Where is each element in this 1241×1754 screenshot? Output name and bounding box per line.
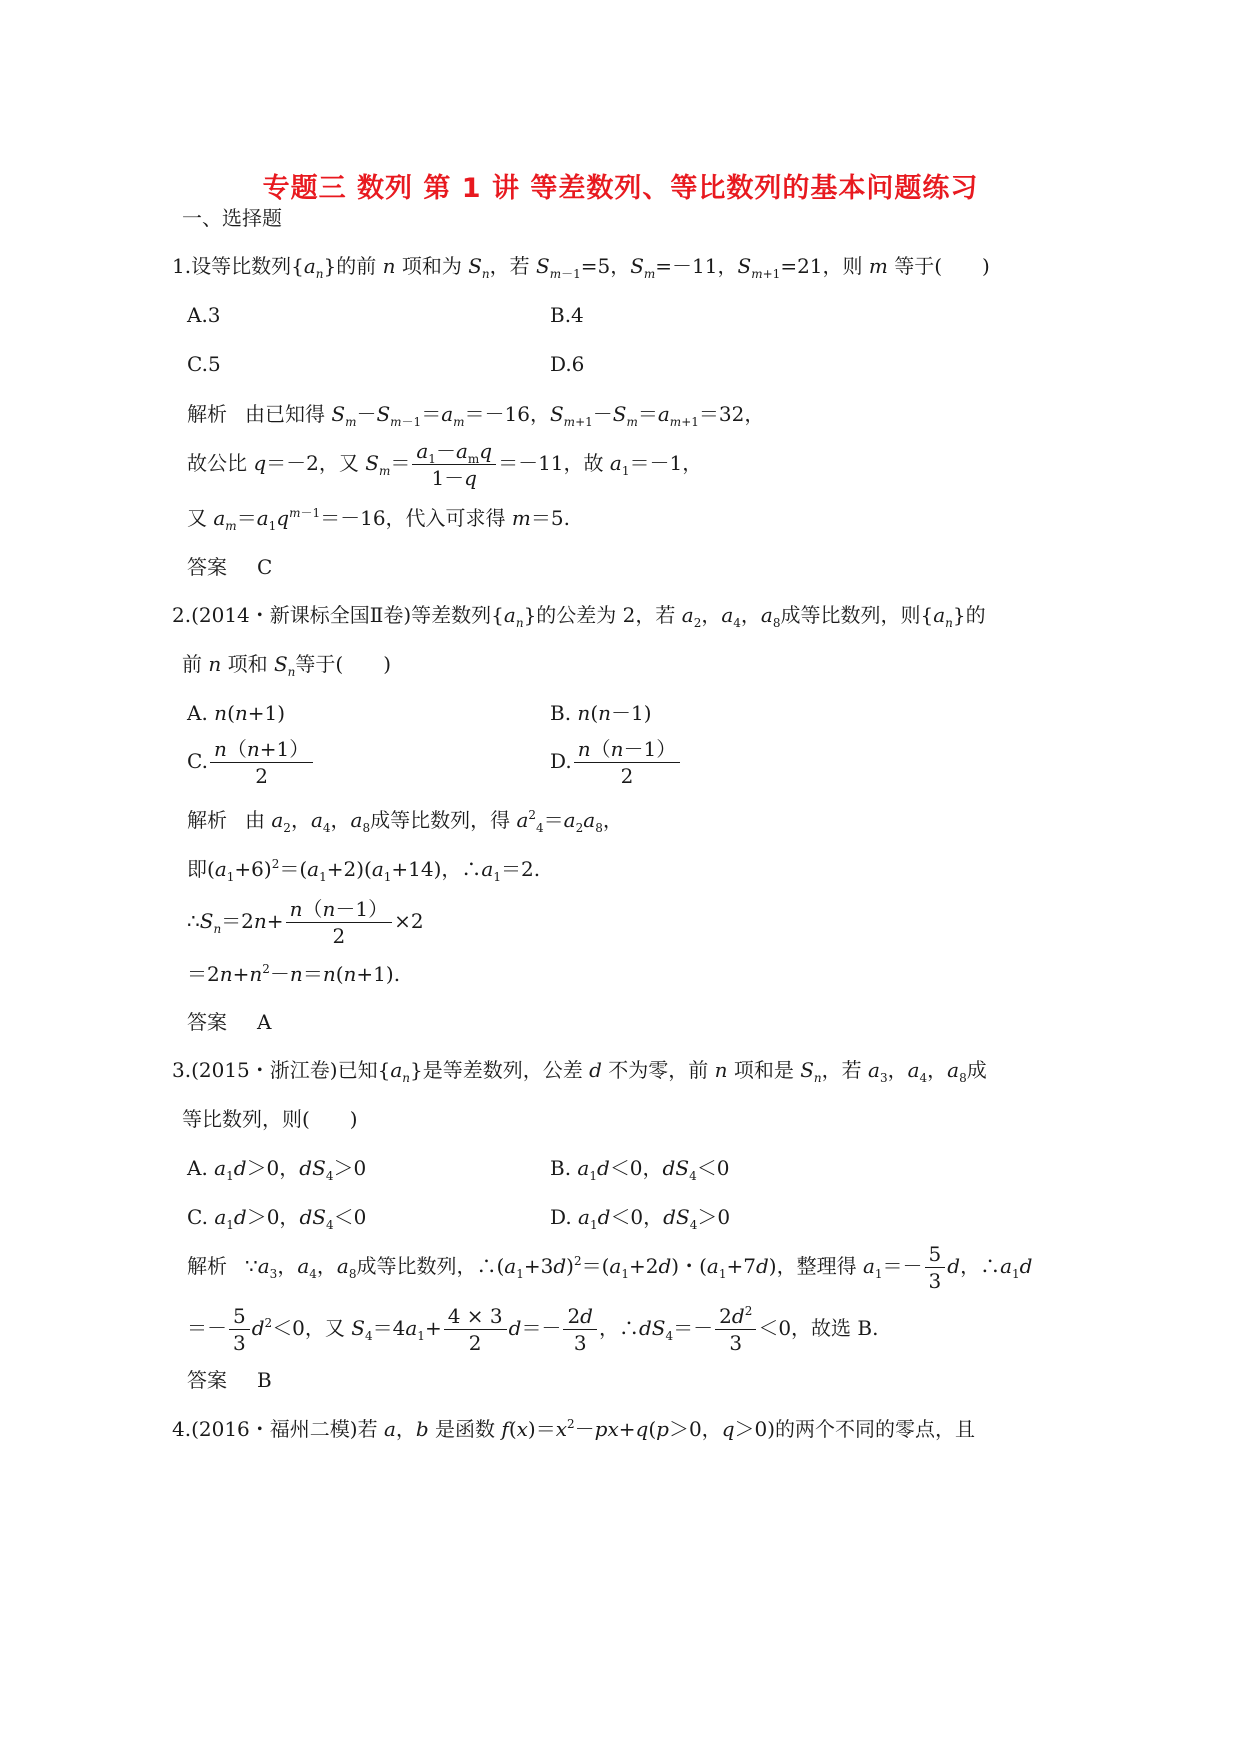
q3-solution-line-2: ＝－ $\frac{5}{3}$ $d^2<0$，又 $S_4=4a_1+$ $\frac{4 \times 3}{2}$ d＝－ $\frac{2d}{3}$ ，$\therefore dS_4=-$ $\frac{2d^2}{3}$ ＜0，故选 B.	[187, 1304, 879, 1355]
answer-value: B	[257, 1368, 272, 1392]
q2-solution-fraction: $\frac{n(n-1)}{2}$	[286, 898, 393, 947]
q1-fraction: $\frac{a_1-a_mq}{1-q}$	[412, 440, 496, 489]
answer-value: C	[257, 555, 273, 579]
option-d-label: D.	[550, 749, 572, 773]
question-4-stem-line-1: 4.(2016・福州二模)若 a，b 是函数 $f(x)=x^2-px+q(p>0$，q＞0)的两个不同的零点，且	[172, 1417, 976, 1441]
q1-option-c: C.5	[187, 352, 221, 376]
answer-label: 答案	[187, 555, 227, 579]
q3-option-a: A. $a_1d>0$，$dS_4>0$	[187, 1156, 367, 1183]
option-c-label: C.	[187, 749, 208, 773]
two-d-squared-thirds-fraction: $\frac{2d^2}{3}$	[715, 1305, 756, 1354]
q2-solution-line-1: 解析 由 $a_2$，$a_4$，$a_8$成等比数列，得 $a^2_4=a_2a_8$，	[187, 808, 623, 835]
q3-option-b: B. $a_1d<0$，$dS_4<0$	[550, 1156, 730, 1183]
q3-solution-line-1: 解析 $\because a_3$，$a_4$，$a_8$成等比数列，$\therefore(a_1+3d)^2=(a_1+2d)$・$(a_1+7d)$，整理得 $a_1=-$ $\frac{5}{3}$ d，$\therefore a_1d$	[187, 1242, 1033, 1293]
question-3-stem-line-1: 3.(2015・浙江卷)已知$\{a_n\}$是等差数列，公差 d 不为零，前 n 项和是 $S_n$，若 $a_3$，$a_4$，$a_8$成	[172, 1058, 987, 1085]
question-2-stem-line-1: 2.(2014・新课标全国Ⅱ卷)等差数列$\{a_n\}$的公差为 2，若 $a_2$，$a_4$，$a_8$成等比数列，则$\{a_n\}$的	[172, 603, 986, 630]
q3-option-c: C. $a_1d>0$，$dS_4<0$	[187, 1205, 367, 1232]
q2-option-d	[550, 738, 682, 787]
question-1-stem: 1.设等比数列$\{a_n\}$的前 n 项和为 $S_n$，若 $S_{m-1}=5$，$S_m=-11$，$S_{m+1}=21$，则 m 等于( )	[172, 254, 990, 281]
q2-option-c-fraction: $\frac{n(n+1)}{2}$	[210, 738, 313, 787]
question-2-stem-line-2: 前 n 项和 $S_n$等于( )	[182, 652, 392, 679]
section-heading: 一、选择题	[182, 206, 282, 230]
q1-answer	[187, 555, 272, 579]
question-3-stem-line-2: 等比数列，则( )	[182, 1107, 358, 1131]
q3-answer	[187, 1368, 272, 1392]
q2-solution-line-3: $\therefore S_n=2n+$ $\frac{n(n-1)}{2}$ ×2	[187, 897, 424, 948]
answer-label: 答案	[187, 1010, 227, 1034]
q1-solution-line-2: 故公比 q＝－2，又 $S_m=$ $\frac{a_1-a_mq}{1-q}$ ＝－11，故 $a_1=-1$，	[187, 439, 703, 490]
q2-option-d-fraction: $\frac{n(n-1)}{2}$	[574, 738, 681, 787]
q2-option-c	[187, 738, 315, 787]
five-thirds-fraction: $\frac{5}{3}$	[925, 1243, 946, 1292]
q2-option-b: B. n(n－1)	[550, 701, 652, 725]
q2-solution-line-2: 即$(a_1+6)^2=(a_1+2)(a_1+14)$，$\therefore a_1=2$.	[187, 857, 541, 884]
four-times-three-fraction: $\frac{4 \times 3}{2}$	[444, 1305, 507, 1354]
five-thirds-fraction-2: $\frac{5}{3}$	[229, 1305, 250, 1354]
solution-label: 解析	[187, 402, 227, 426]
answer-label: 答案	[187, 1368, 227, 1392]
q1-option-d: D.6	[550, 352, 585, 376]
page-title: 专题三 数列 第 1 讲 等差数列、等比数列的基本问题练习	[262, 173, 979, 204]
q2-answer	[187, 1010, 271, 1034]
q1-option-b: B.4	[550, 303, 584, 327]
q2-solution-line-4: $=2n+n^2-n=n(n+1)$.	[187, 962, 401, 986]
solution-label: 解析	[187, 1254, 227, 1278]
q3-option-d: D. $a_1d<0$，$dS_4>0$	[550, 1205, 731, 1232]
q1-option-a: A.3	[187, 303, 221, 327]
two-d-thirds-fraction: $\frac{2d}{3}$	[563, 1305, 597, 1354]
solution-label: 解析	[187, 808, 227, 832]
q1-solution-line-1: 解析 由已知得 $S_m-S_{m-1}=a_m=-16$，$S_{m+1}-S_m=a_{m+1}=32$，	[187, 402, 765, 429]
q1-solution-line-3: 又 $a_m=a_1q^{m-1}=-16$，代入可求得 m＝5.	[187, 506, 570, 533]
times-two: ×2	[394, 909, 424, 933]
q2-option-a: A. n(n+1)	[187, 701, 286, 725]
answer-value: A	[257, 1010, 272, 1034]
